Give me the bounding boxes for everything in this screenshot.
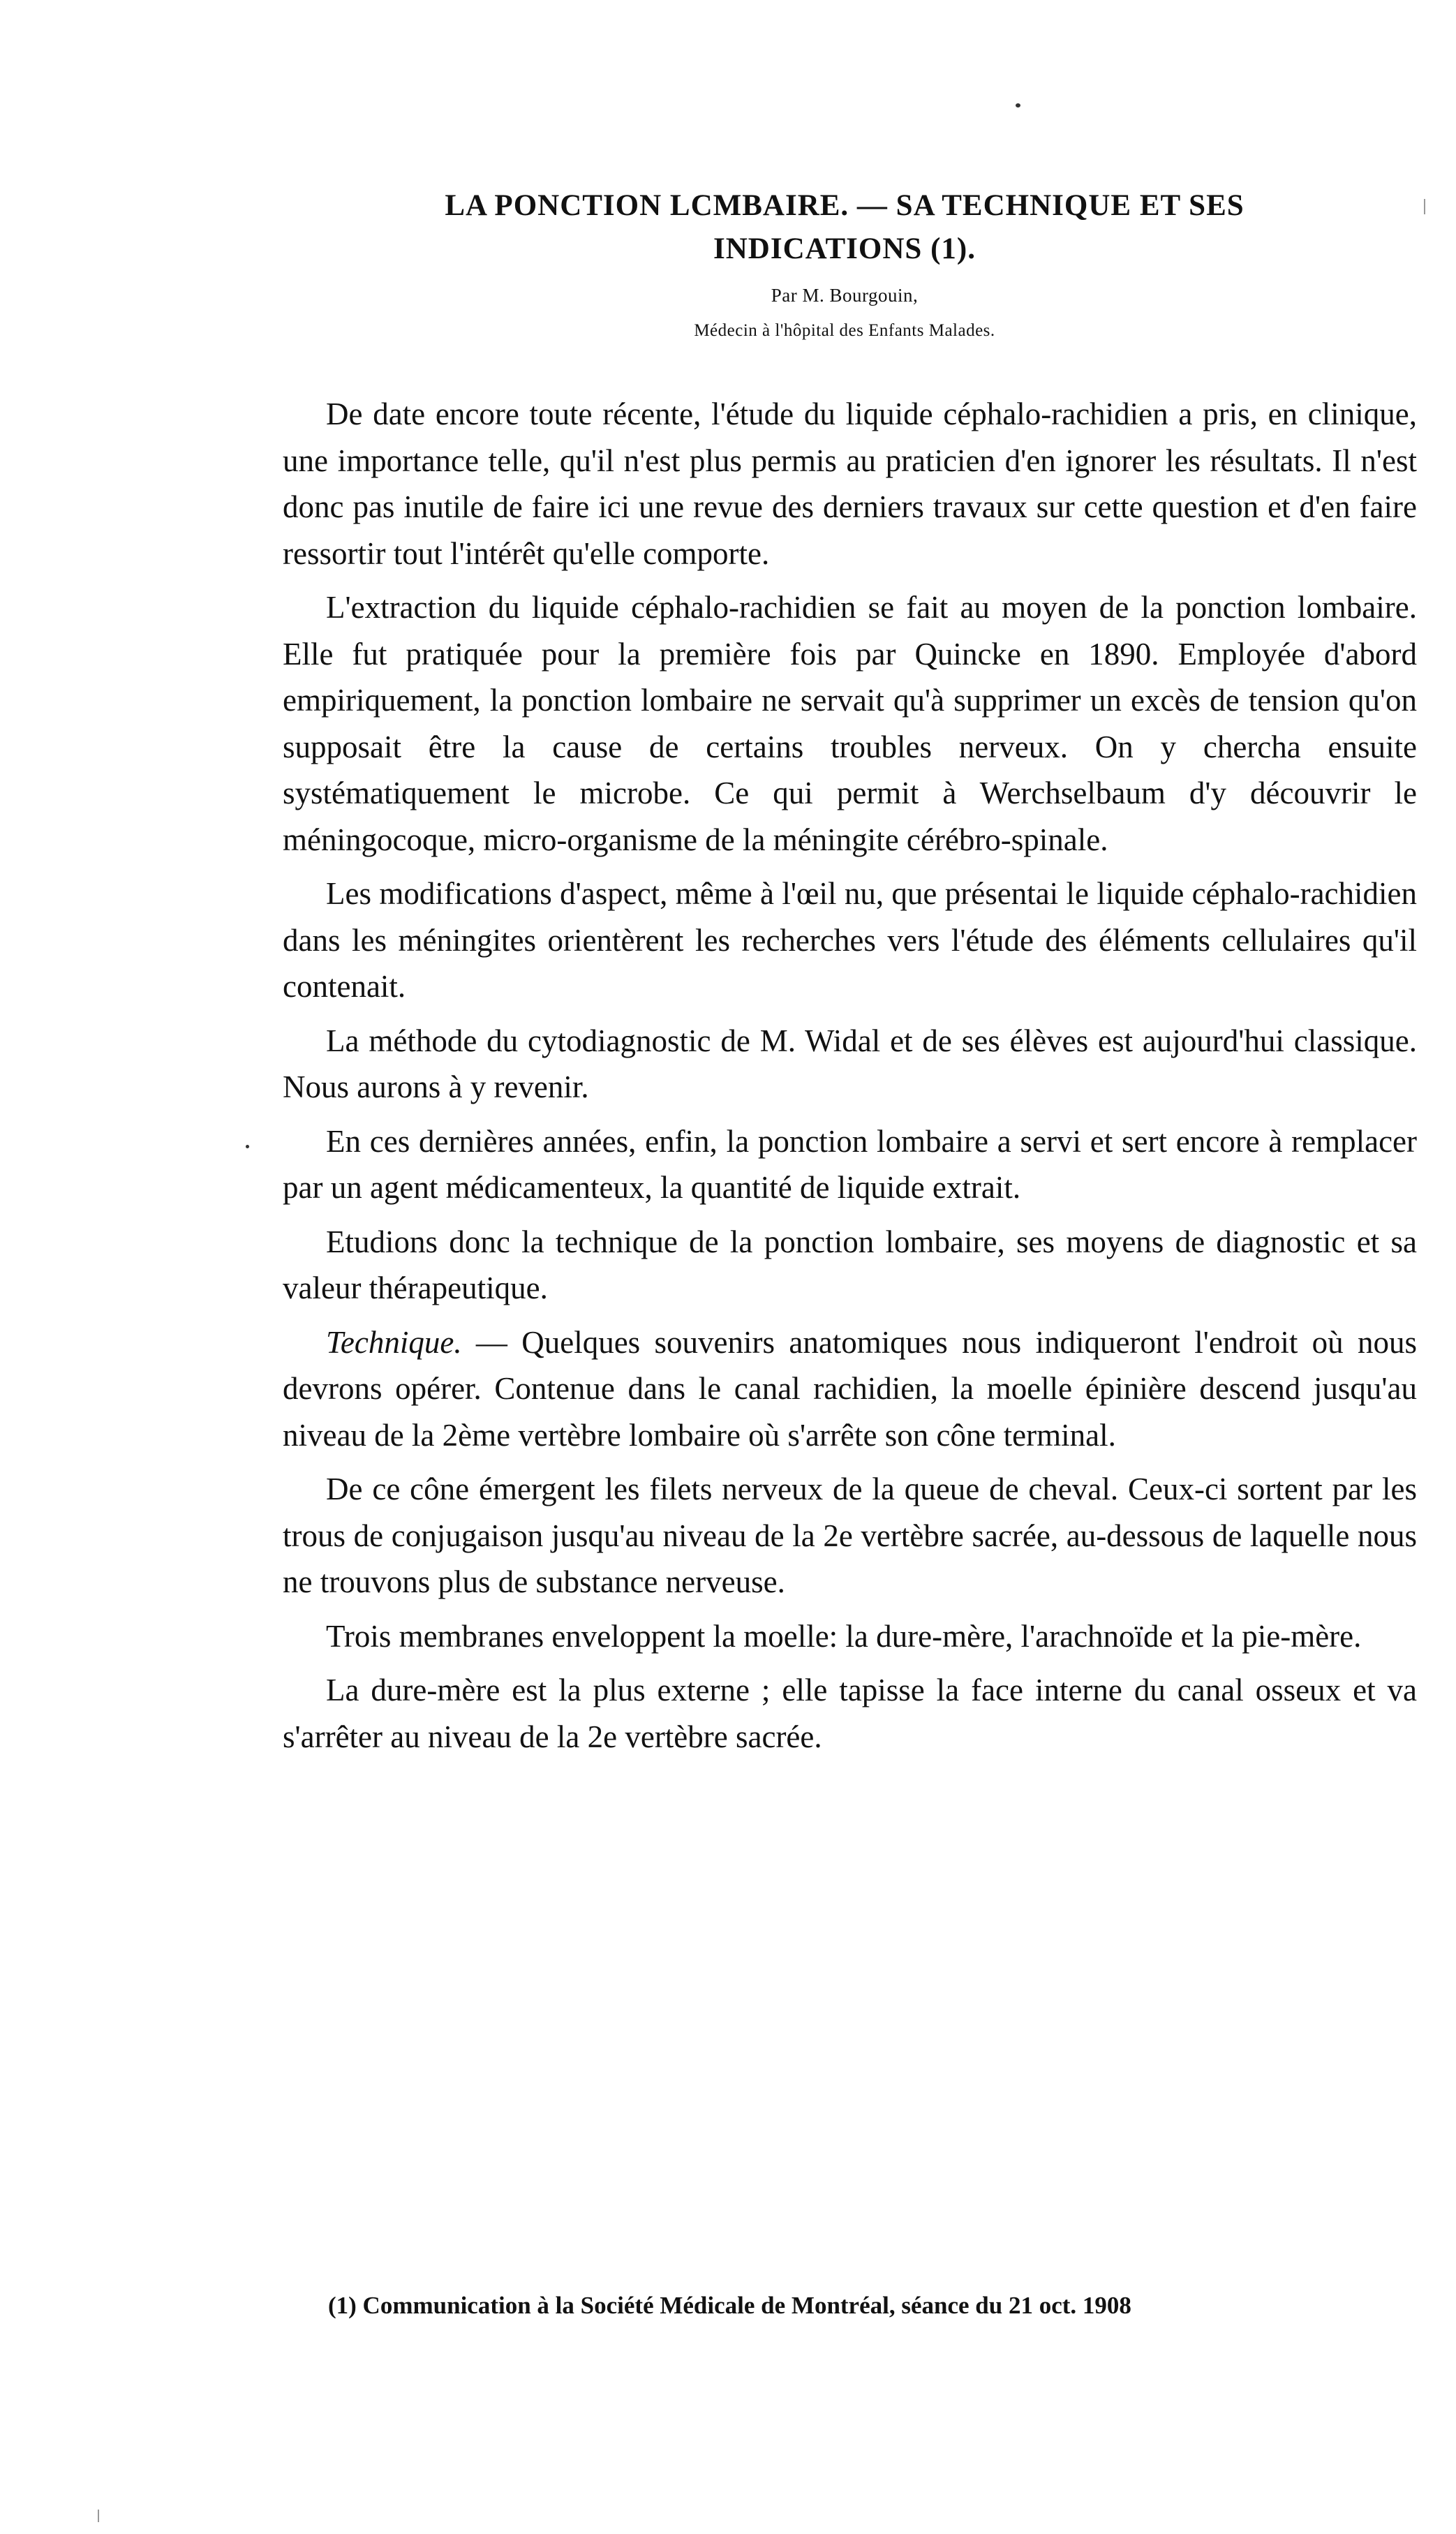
paragraph-text: — Quelques souvenirs anatomiques nous indiqueront l'endroit où nous devrons opérer. Contenue dans le canal rachidien, la moelle épinière descend jusqu'au niveau de la 2ème vertèbre lombaire où s'arrête son cône terminal. xyxy=(283,1324,1417,1453)
paragraph: De date encore toute récente, l'étude du liquide céphalo-rachidien a pris, en clinique, une importance telle, qu'il n'est plus permis au praticien d'en ignorer les résultats. Il n'est donc pas inutile de faire ici une revue des derniers travaux sur cette question et d'en faire ressortir tout l'intérêt qu'elle comporte. xyxy=(283,397,1417,571)
article-title-line-2: INDICATIONS (1). xyxy=(713,232,976,265)
paragraph: Etudions donc la technique de la ponction lombaire, ses moyens de diagnostic et sa valeur thérapeutique. xyxy=(283,1224,1417,1305)
section-lead-technique: Technique. xyxy=(326,1324,462,1360)
ink-speck-top xyxy=(1016,103,1020,108)
paragraph: En ces dernières années, enfin, la ponction lombaire a servi et sert encore à remplacer par un agent médicamenteux, la quantité de liquide extrait. xyxy=(283,1123,1417,1205)
article-title-line-1: LA PONCTION LCMBAIRE. — SA TECHNIQUE ET SES xyxy=(445,189,1245,222)
author-affiliation: Médecin à l'hôpital des Enfants Malades. xyxy=(694,321,995,340)
footnote: (1) Communication à la Société Médicale de Montréal, séance du 21 oct. 1908 xyxy=(328,2292,1131,2319)
paragraph: L'extraction du liquide céphalo-rachidien se fait au moyen de la ponction lombaire. Elle fut pratiquée pour la première fois par Quincke en 1890. Employée d'abord empiriquement, la ponction lombaire ne servait qu'à supprimer un excès de tension qu'on supposait être la cause de certains troubles nerveux. On y chercha ensuite systématiquement le microbe. Ce qui permit à Werchselbaum d'y découvrir le méningocoque, micro-organisme de la méningite cérébro-spinale. xyxy=(283,590,1417,857)
paragraph: Les modifications d'aspect, même à l'œil nu, que présentai le liquide céphalo-rachidien dans les méningites orientèrent les recherches vers l'étude des éléments cellulaires qu'il contenait. xyxy=(283,876,1417,1004)
author-byline: Par M. Bourgouin, xyxy=(771,285,919,306)
paragraph: La dure-mère est la plus externe ; elle tapisse la face interne du canal osseux et va s'arrêter au niveau de la 2e vertèbre sacrée. xyxy=(283,1673,1417,1754)
article-body xyxy=(283,391,1417,1768)
paragraph: De ce cône émergent les filets nerveux de la queue de cheval. Ceux-ci sortent par les trous de conjugaison jusqu'au niveau de la 2e vertèbre sacrée, au-dessous de laquelle nous ne trouvons plus de substance nerveuse. xyxy=(283,1472,1417,1599)
paragraph: La méthode du cytodiagnostic de M. Widal et de ses élèves est aujourd'hui classique. Nous aurons à y revenir. xyxy=(283,1023,1417,1104)
paragraph-technique xyxy=(283,1319,1417,1459)
margin-mark-right xyxy=(1424,199,1425,214)
margin-mark-bottom xyxy=(98,2510,99,2522)
ink-speck-left xyxy=(246,1145,249,1148)
paragraph: Trois membranes enveloppent la moelle: la dure-mère, l'arachnoïde et la pie-mère. xyxy=(326,1618,1362,1654)
